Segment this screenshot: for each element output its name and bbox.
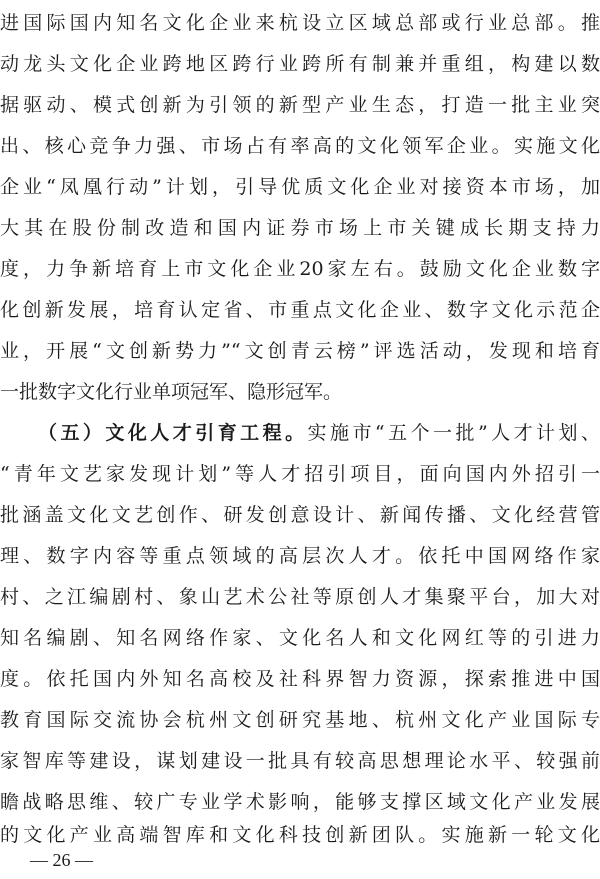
text-line [0, 744, 600, 778]
text-line [0, 170, 600, 204]
text-line-content: 知名编剧、知名网络作家、文化名人和文化网红等的引进力 [0, 627, 600, 649]
page-number: — 26 — [30, 850, 93, 870]
text-line [0, 621, 600, 655]
section-heading-line-content [0, 416, 600, 450]
text-line-content: 村、之江编剧村、象山艺术公社等原创人才集聚平台，加大对 [0, 586, 600, 608]
text-line-content: 化创新发展，培育认定省、市重点文化企业、数字文化示范企 [0, 299, 600, 321]
section-heading-line [0, 416, 600, 450]
text-line-content: 瞻战略思维、较广专业学术影响，能够支撑区域文化产业发展 [0, 791, 600, 813]
text-line-content: 度，力争新培育上市文化企业20家左右。鼓励文化企业数字 [0, 258, 600, 280]
text-line-content: 批涵盖文化文艺创作、研发创意设计、新闻传播、文化经营管 [0, 504, 600, 526]
text-line-content: 大其在股份制改造和国内证券市场上市关键成长期支持力 [0, 217, 600, 239]
text-line [0, 47, 600, 81]
text-line-content: 据驱动、模式创新为引领的新型产业生态，打造一批主业突 [0, 94, 600, 116]
text-line [0, 703, 600, 737]
text-line [0, 6, 600, 40]
text-line [0, 211, 600, 245]
text-line [0, 375, 600, 409]
text-line [0, 129, 600, 163]
text-line-content: 企业“凤凰行动”计划，引导优质文化企业对接资本市场，加 [0, 176, 600, 198]
text-line [0, 252, 600, 286]
text-line [0, 334, 600, 368]
text-line [0, 539, 600, 573]
text-line [0, 457, 600, 491]
text-line-content: 进国际国内知名文化企业来杭设立区域总部或行业总部。推 [0, 12, 600, 34]
text-line [0, 580, 600, 614]
text-line [0, 498, 600, 532]
text-line-content: 的文化产业高端智库和文化科技创新团队。实施新一轮文化 [0, 824, 600, 846]
text-line [0, 662, 600, 696]
text-line-content: 家智库等建设，谋划建设一批具有较高思想理论水平、较强前 [0, 750, 600, 772]
text-line-content: 动龙头文化企业跨地区跨行业跨所有制兼并重组，构建以数 [0, 53, 600, 75]
text-line [0, 293, 600, 327]
text-line-content: 出、核心竞争力强、市场占有率高的文化领军企业。实施文化 [0, 135, 600, 157]
text-line [0, 88, 600, 122]
text-line-content: 理、数字内容等重点领域的高层次人才。依托中国网络作家 [0, 545, 600, 567]
text-line-content: 一批数字文化行业单项冠军、隐形冠军。 [0, 381, 343, 403]
text-line [0, 785, 600, 819]
text-line-content: 度。依托国内外知名高校及社科界智力资源，探索推进中国 [0, 668, 600, 690]
text-line-content: “青年文艺家发现计划”等人才招引项目，面向国内外招引一 [0, 463, 600, 485]
text-line-content: 实施市“五个一批”人才计划、 [307, 422, 600, 444]
text-line-content: 业，开展“文创新势力”“文创青云榜”评选活动，发现和培育 [0, 340, 600, 362]
section-heading: （五）文化人才引育工程。 [38, 422, 308, 444]
text-line-content: 教育国际交流协会杭州文创研究基地、杭州文化产业国际专 [0, 709, 600, 731]
